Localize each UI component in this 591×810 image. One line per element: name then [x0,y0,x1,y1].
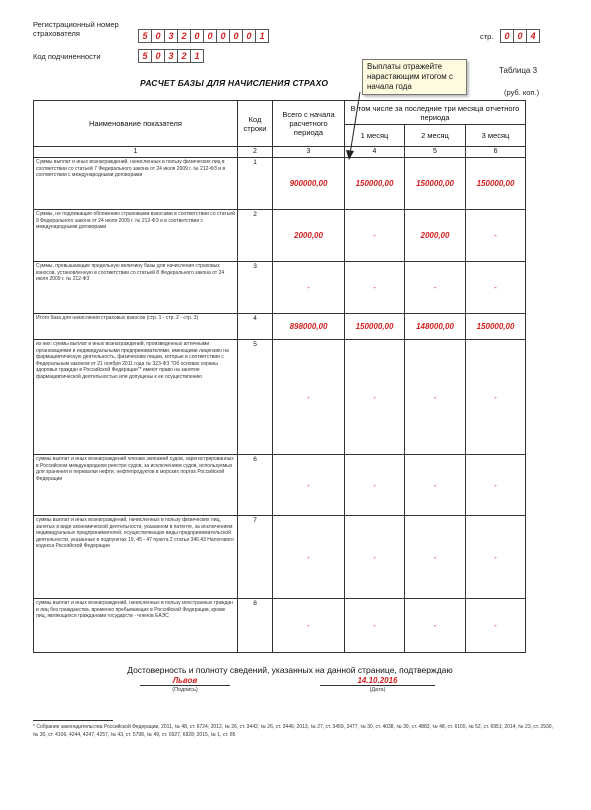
row-code: 4 [238,314,273,340]
page-title: РАСЧЕТ БАЗЫ ДЛЯ НАЧИСЛЕНИЯ СТРАХО [140,78,329,88]
col-header-code: Код строки [238,101,273,147]
confirm-text: Достоверность и полноту сведений, указанных на данной странице, подтверждаю [127,665,453,675]
base-calc-table [33,100,526,653]
row-total: 2000,00 [273,210,345,262]
row-m2: 2000,00 [405,210,466,262]
page-number-digit: 4 [526,29,540,43]
date-label: (Дата) [369,687,386,693]
row-m1: 150000,00 [345,314,405,340]
sub-code-digit: 3 [164,49,178,63]
row-m2: - [405,262,466,314]
reg-number-digit: 0 [229,29,243,43]
table-row [34,210,526,262]
col-header-name: Наименование показателя [34,101,238,147]
footnote-text: Собрание законодательства Российской Федерации, 2011, № 48, ст. 6724; 2012, № 26, ст. 3442; № 26, ст. 3446; 2013, № 27, ст. 3459, 3477, № 30, ст. 4038, № 39, ст. 4883, № 48, ст. 6165, № 52, ст. 6951; 2014, № 23, ст. 2930, № 30, ст. 4106, 4244, 4247, 4257, № 43, ст. 5798, № 49, ст. 6927, 6928; 2015, № 1, ст. 85 [33,724,553,738]
reg-number-digit: 0 [216,29,230,43]
row-m3: - [466,340,526,455]
row-code: 7 [238,516,273,599]
signature-label: (Подпись) [172,687,198,693]
reg-label-line2: страхователя [33,29,80,38]
date-value: 14.10.2016 [320,676,435,686]
row-name: из них: суммы выплат и иных вознаграждений, произведенных аптечными организациями и индивидуальными предпринимателями, имеющими лицензию на фармацевтическую деятельность, физическим лицам, которые в соответствии с Федеральным законом от 21 ноября 2011 года № 323-ФЗ "Об основах охраны здоровья граждан в Российской Федерации"* имеют право на занятие фармацевтической деятельностью или допущены к ее осуществлению [34,340,238,455]
reg-number-digit: 0 [203,29,217,43]
reg-number-digit: 2 [177,29,191,43]
col-header-m2: 2 месяц [405,125,466,147]
signature-value: Львов [140,676,230,686]
row-total: - [273,455,345,516]
row-name: суммы выплат и иных вознаграждений, начисленных в пользу иностранных граждан и лиц без гражданства, временно пребывающих в Российской Федерации, кроме лиц, являющихся гражданами государств - членов ЕАЭС [34,599,238,653]
unit-label: (руб. коп.) [504,88,540,97]
row-code: 8 [238,599,273,653]
row-name: Суммы выплат и иных вознаграждений, начисленных в пользу физических лиц в соответствии со статьей 7 Федерального закона от 24 июля 2009 г. № 212-ФЗ и в соответствии с международными договорами [34,158,238,210]
row-m1: - [345,455,405,516]
row-code: 3 [238,262,273,314]
footnote [33,724,553,739]
row-total: - [273,262,345,314]
sub-code-digit: 0 [151,49,165,63]
reg-number-digit: 5 [138,29,152,43]
row-name: суммы выплат и иных вознаграждений, начисленных в пользу физических лиц, занятых в виде экономической деятельности, указанном в патенте, за исключением индивидуальных предпринимателей, осуществляющих виды предпринимательской деятельности, указанные в подпунктах 19, 45 - 47 пункта 2 статьи 346.43 Налогового кодекса Российской Федерации [34,516,238,599]
row-name: суммы выплат и иных вознаграждений членам экипажей судов, зарегистрированных в Российском международном реестре судов, за исключением судов, используемых для хранения и перевалки нефти, нефтепродуктов в морских портах Российской Федерации [34,455,238,516]
row-code: 6 [238,455,273,516]
col-num: 6 [466,147,526,158]
col-num: 5 [405,147,466,158]
page-label: стр. [480,32,494,41]
row-m2: 148000,00 [405,314,466,340]
row-m1: - [345,516,405,599]
reg-number-digit: 0 [242,29,256,43]
sub-code-cells [138,49,203,63]
hint-tooltip: Выплаты отражейте нарастающим итогом с начала года [362,59,467,95]
page-number-digit: 0 [500,29,514,43]
row-m2: 150000,00 [405,158,466,210]
row-total: 900000,00 [273,158,345,210]
row-m2: - [405,455,466,516]
reg-number-cells [138,29,268,43]
col-num: 1 [34,147,238,158]
col-header-m1: 1 месяц [345,125,405,147]
row-name: Суммы, превышающие предельную величину базы для начисления страховых взносов, установленную в соответствии со статьей 8 Федерального закона от 24 июля 2009 г. № 212-ФЗ [34,262,238,314]
tooltip-arrow-icon [340,90,370,162]
row-m1: - [345,210,405,262]
row-m3: 150000,00 [466,158,526,210]
reg-label-line1: Регистрационный номер [33,20,119,29]
row-m1: - [345,340,405,455]
row-m3: - [466,262,526,314]
row-total: - [273,340,345,455]
column-numbers-row [34,147,526,158]
row-m3: - [466,210,526,262]
row-m1: - [345,262,405,314]
footnote-mark: * [33,724,35,730]
table-row [34,262,526,314]
col-num: 4 [345,147,405,158]
table-row [34,314,526,340]
row-total: - [273,516,345,599]
table-row [34,455,526,516]
sub-code-label: Код подчиненности [33,52,101,61]
row-code: 1 [238,158,273,210]
reg-number-label [33,20,119,38]
row-m1: - [345,599,405,653]
row-m2: - [405,599,466,653]
col-num: 3 [273,147,345,158]
reg-number-digit: 0 [190,29,204,43]
table-row [34,340,526,455]
footnote-divider [33,720,113,721]
row-m2: - [405,516,466,599]
row-m3: - [466,455,526,516]
reg-number-digit: 0 [151,29,165,43]
page-number-cells [500,29,539,43]
page-number-digit: 0 [513,29,527,43]
sub-code-digit: 5 [138,49,152,63]
col-header-m3: 3 месяц [466,125,526,147]
row-total: - [273,599,345,653]
sub-code-digit: 1 [190,49,204,63]
sub-code-digit: 2 [177,49,191,63]
row-m1: 150000,00 [345,158,405,210]
table-row [34,158,526,210]
row-m3: 150000,00 [466,314,526,340]
row-m3: - [466,516,526,599]
row-code: 5 [238,340,273,455]
col-num: 2 [238,147,273,158]
table-label: Таблица 3 [499,66,538,75]
reg-number-digit: 3 [164,29,178,43]
table-row [34,516,526,599]
reg-number-digit: 1 [255,29,269,43]
col-header-group: В том числе за последние три месяца отчетного периода [345,101,526,125]
row-code: 2 [238,210,273,262]
table-row [34,599,526,653]
row-name: Итого база для начисления страховых взносов (стр. 1 - стр. 2 - стр. 3) [34,314,238,340]
row-m3: - [466,599,526,653]
row-name: Суммы, не подлежащие обложению страховыми взносами в соответствии со статьей 9 Федерального закона от 24 июля 2009 г. № 212-ФЗ и в соответствии с международными договорами [34,210,238,262]
row-m2: - [405,340,466,455]
row-total: 898000,00 [273,314,345,340]
col-header-total: Всего с начала расчетного периода [273,101,345,147]
